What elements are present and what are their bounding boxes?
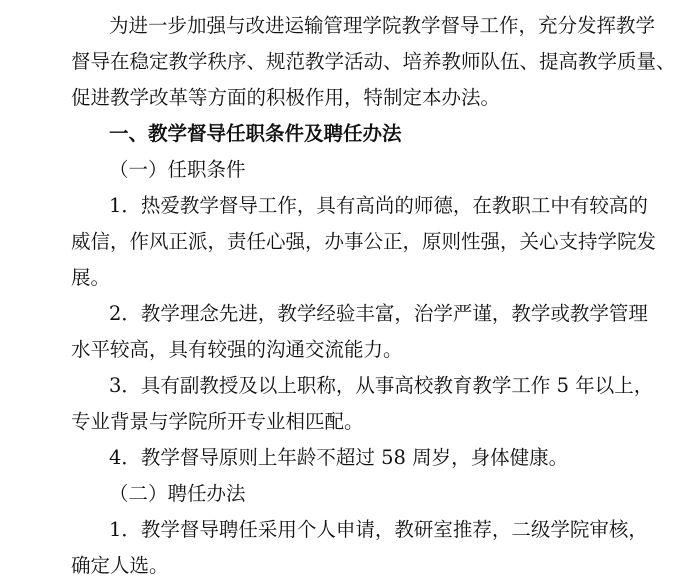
intro-line-1: 为进一步加强与改进运输管理学院教学督导工作，充分发挥教学: [109, 14, 656, 37]
item-3-line-2: 专业背景与学院所开专业相匹配。: [71, 410, 364, 433]
item-1-line-1: 1．热爱教学督导工作，具有高尚的师德，在教职工中有较高的: [109, 194, 648, 217]
appointment-line-1: 1．教学督导聘任采用个人申请，教研室推荐，二级学院审核，: [109, 518, 648, 541]
section-title: 一、教学督导任职条件及聘任办法: [109, 122, 402, 145]
intro-line-3: 促进教学改革等方面的积极作用，特制定本办法。: [71, 86, 501, 109]
subsection-title-1: （一）任职条件: [109, 158, 246, 181]
item-1-line-3: 展。: [71, 266, 111, 289]
item-3-line-1: 3．具有副教授及以上职称，从事高校教育教学工作 5 年以上，: [109, 374, 654, 397]
subsection-title-2: （二）聘任办法: [109, 482, 246, 505]
appointment-line-2: 确定人选。: [71, 554, 169, 577]
intro-line-2: 督导在稳定教学秩序、规范教学活动、培养教师队伍、提高教学质量、: [71, 50, 676, 73]
item-2-line-1: 2．教学理念先进，教学经验丰富，治学严谨，教学或教学管理: [109, 302, 648, 325]
item-2-line-2: 水平较高，具有较强的沟通交流能力。: [71, 338, 403, 361]
item-4-line-1: 4．教学督导原则上年龄不超过 58 周岁，身体健康。: [109, 446, 569, 469]
item-1-line-2: 威信，作风正派，责任心强，办事公正，原则性强，关心支持学院发: [71, 230, 657, 253]
